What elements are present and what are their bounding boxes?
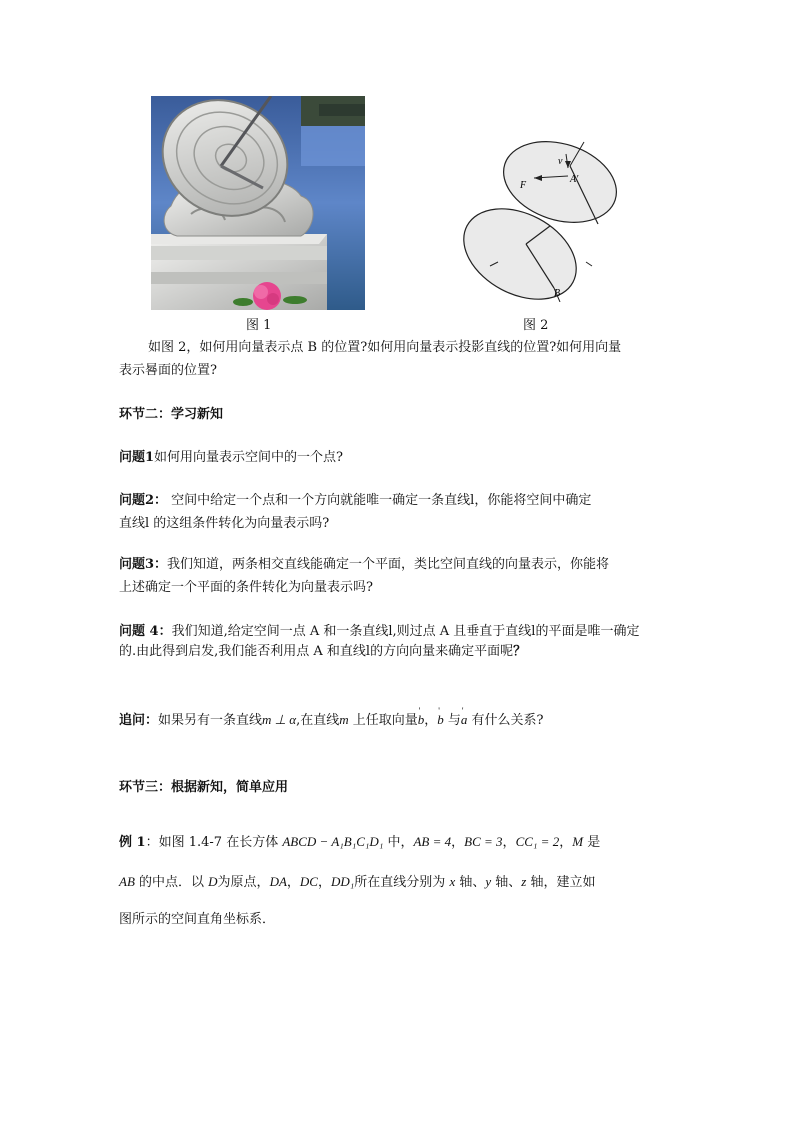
example-1-l2-math-c: DA	[269, 874, 287, 889]
question-4-question-mark: ？	[513, 644, 527, 659]
example-1-line-2	[119, 872, 595, 893]
example-1-l2-math-y: y	[485, 874, 492, 889]
question-3-text-1: 我们知道，两条相交直线能确定一个平面，类比空间直线的向量表示，你能将	[167, 557, 610, 572]
question-4-line-1	[119, 622, 639, 642]
example-1-sep-3: ，	[559, 835, 573, 850]
example-1-l2-sep-2: ，	[317, 875, 331, 890]
vector-a: ' a	[461, 710, 468, 730]
follow-up-sep: ，	[424, 713, 438, 728]
question-1-text: 如何用向量表示空间中的一个点?	[154, 450, 344, 465]
intro-line-2: 表示晷面的位置?	[119, 363, 217, 378]
example-1-line-3: 图所示的空间直角坐标系．	[119, 912, 276, 927]
question-3-line-1	[119, 555, 609, 575]
projection-diagram	[462, 136, 622, 302]
question-1-label: 问题1	[119, 450, 155, 465]
example-1-l2-math-d: DC	[299, 874, 318, 889]
example-1-l2-text-c: 所在直线分别为	[354, 875, 450, 890]
figure2-caption: 图 2	[523, 318, 549, 333]
question-3-label: 问题3：	[119, 557, 168, 572]
question-4-text-2: 的.由此得到启发,我们能否利用点 A 和直线l的方向向量来确定平面呢	[119, 644, 514, 659]
example-1-l2-text-a: 的中点．以	[134, 875, 209, 890]
follow-up-text-d: 与	[443, 713, 461, 728]
sundial-illustration	[151, 96, 365, 310]
question-1	[119, 448, 343, 468]
intro-line-1: 如图 2，如何用向量表示点 B 的位置?如何用向量表示投影直线的位置?如何用向量	[148, 340, 622, 355]
example-1-line-1	[119, 832, 600, 853]
example-1-math-a: ABCD − A₁B₁C₁D₁	[282, 834, 384, 849]
example-1-l2-text-f: 轴，建立如	[526, 875, 596, 890]
example-1-sep-1: ，	[451, 835, 465, 850]
follow-up-text-b: ,在直线	[296, 713, 340, 728]
label-a-prime: A′	[570, 174, 579, 185]
question-3-line-2: 上述确定一个平面的条件转化为向量表示吗?	[119, 580, 373, 595]
question-4-text-1: 我们知道,给定空间一点 A 和一条直线l,则过点 A 且垂直于直线l的平面是唯一确定	[171, 624, 640, 639]
question-2-text-1: 空间中给定一个点和一个方向就能唯一确定一条直线l，你能将空间中确定	[167, 493, 592, 508]
example-1-text-a: 如图 1.4-7 在长方体	[158, 835, 283, 850]
example-1-l2-math-x: x	[449, 874, 456, 889]
example-1-math-b: AB = 4	[413, 834, 452, 849]
example-1-l2-text-b: 为原点，	[217, 875, 270, 890]
question-4-line-2	[119, 642, 526, 662]
label-v: v	[558, 156, 563, 167]
example-1-l2-math-e: DD₁	[331, 874, 355, 889]
example-1-math-c: BC = 3	[464, 834, 503, 849]
follow-up-label: 追问：	[119, 713, 159, 728]
section-3-title: 环节三：根据新知，简单应用	[119, 780, 289, 795]
example-1-l2-text-d: 轴、	[455, 875, 486, 890]
example-1-text-b: 中，	[383, 835, 414, 850]
example-1-sep-2: ，	[502, 835, 516, 850]
follow-up-text-e: 有什么关系?	[467, 713, 544, 728]
example-1-l2-text-e: 轴、	[491, 875, 522, 890]
example-1-l2-sep-1: ，	[286, 875, 300, 890]
sundial-photo	[151, 96, 365, 310]
follow-up-text-a: 如果另有一条直线	[158, 713, 263, 728]
section-2-title: 环节二：学习新知	[119, 407, 224, 422]
question-2-line-1	[119, 491, 591, 511]
example-1-math-e: M	[572, 834, 584, 849]
example-1-text-c: 是	[583, 835, 601, 850]
vector-b: ' b	[418, 710, 425, 730]
example-1-label: 例 1	[119, 835, 146, 850]
figure1-caption: 图 1	[246, 318, 272, 333]
example-1-math-d: CC₁ = 2	[515, 834, 560, 849]
example-1-l2-math-z: z	[521, 874, 527, 889]
label-b: B	[554, 288, 561, 299]
label-f: F	[520, 180, 527, 191]
question-4-label: 问题 4：	[119, 624, 172, 639]
example-1-l2-math-a: AB	[119, 874, 135, 889]
question-2-label: 问题2：	[119, 493, 168, 508]
vector-b-2: ' b	[437, 710, 444, 730]
follow-up-math-a: m ⊥ α	[262, 712, 297, 727]
example-1-colon: ：	[145, 835, 159, 850]
ellipse-diagram	[462, 136, 622, 302]
question-2-line-2: 直线l 的这组条件转化为向量表示吗?	[119, 516, 330, 531]
follow-up-question	[119, 710, 544, 731]
example-1-l2-math-b: D	[208, 874, 218, 889]
follow-up-text-c: 上任取向量	[348, 713, 418, 728]
follow-up-math-b: m	[339, 712, 349, 727]
